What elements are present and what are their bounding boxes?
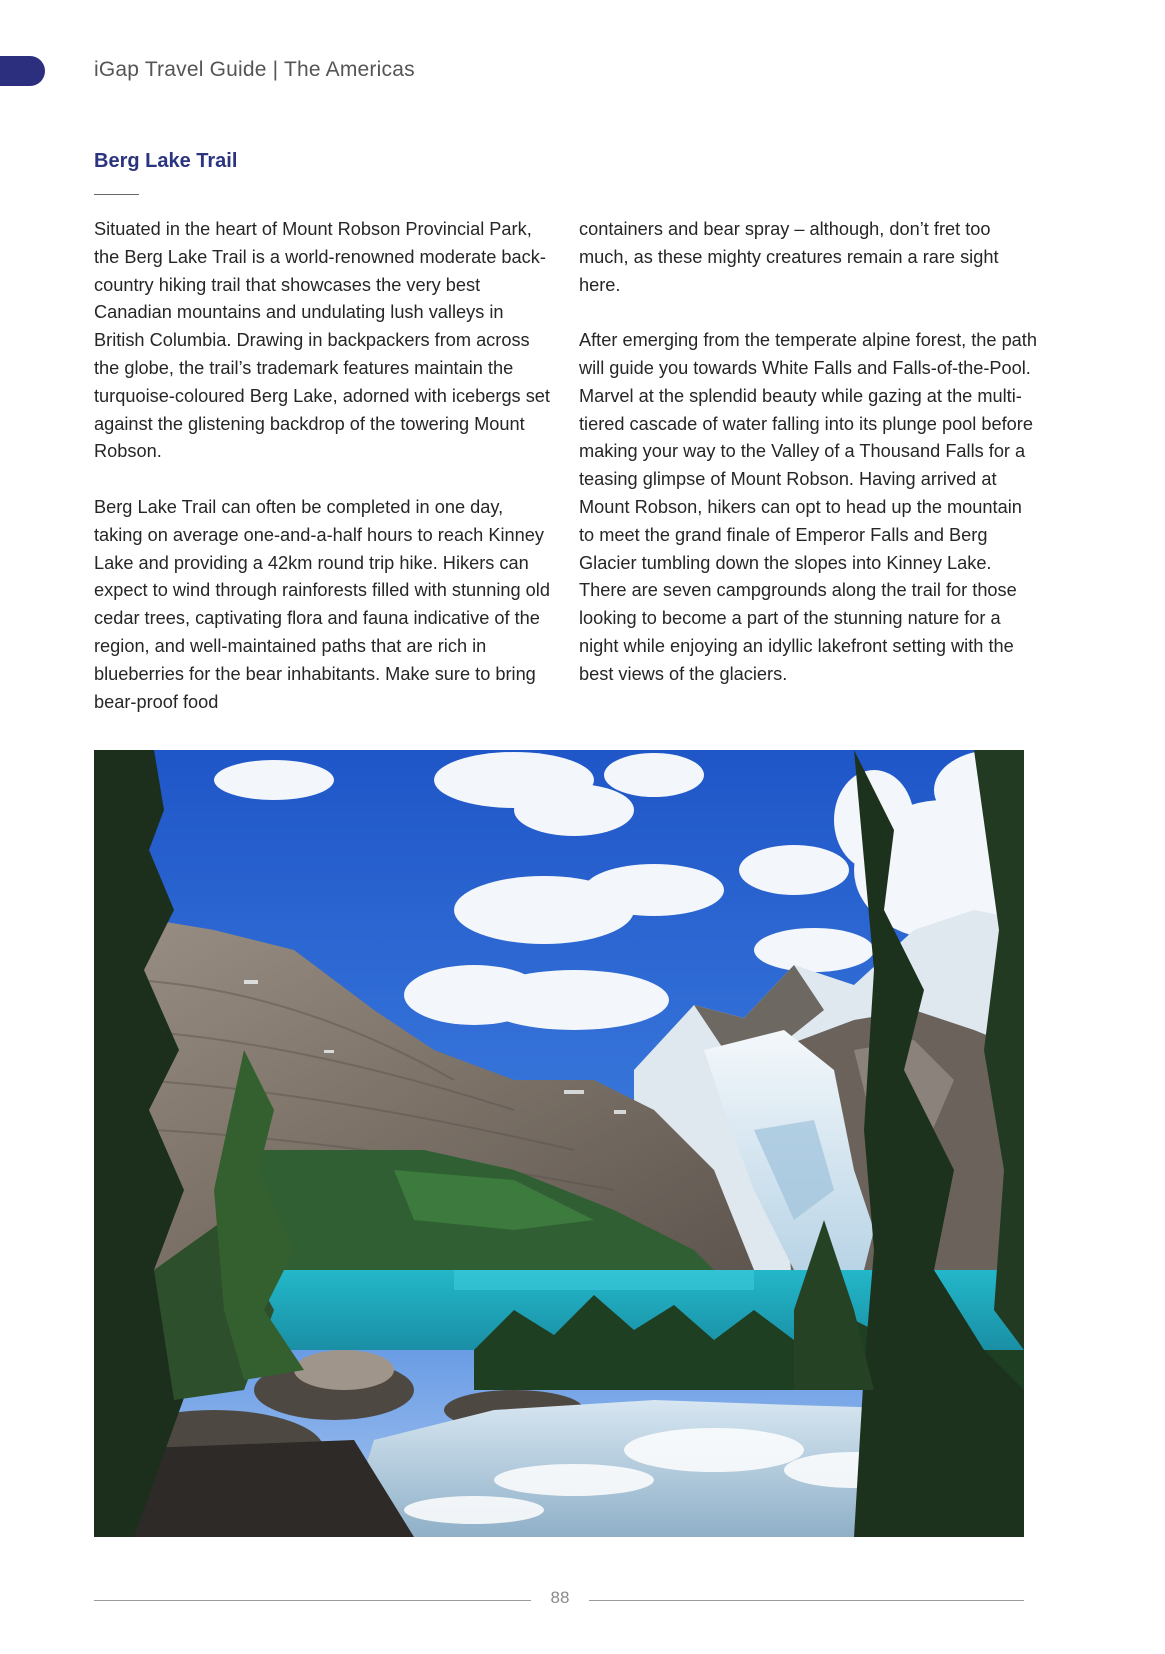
paragraph: Situated in the heart of Mount Robson Provincial Park, the Berg Lake Trail is a world-renowned moderate back-country hiking trail that showcases the very best Canadian mountains and undulating lush valleys in British Columbia. Drawing in backpackers from across the globe, the trail’s trademark features maintain the turquoise-coloured Berg Lake, adorned with icebergs set against the glistening backdrop of the towering Mount Robson. (94, 219, 550, 462)
footer-rule-left (94, 1600, 531, 1601)
paragraph: After emerging from the temperate alpine forest, the path will guide you towards White Falls and Falls-of-the-Pool. Marvel at the splendid beauty while gazing at the multi-tiered cascade of water falling into its plunge pool before making your way to the Valley of a Thousand Falls for a teasing glimpse of Mount Robson. Having arrived at Mount Robson, hikers can opt to head up the mountain to meet the grand finale of Emperor Falls and Berg Glacier tumbling down the slopes into Kinney Lake. There are seven campgrounds along the trail for those looking to become a part of the stunning nature for a night while enjoying an idyllic lakefront setting with the best views of the glaciers. (579, 330, 1037, 684)
paragraph: Berg Lake Trail can often be completed in one day, taking on average one-and-a-half hours to reach Kinney Lake and providing a 42km round trip hike. Hikers can expect to wind through rainforests filled with stunning old cedar trees, captivating flora and fauna indicative of the region, and well-maintained paths that are rich in blueberries for the bear inhabitants. Make sure to bring bear-proof food (94, 496, 550, 712)
text-column-right (579, 216, 1041, 716)
section-title: Berg Lake Trail (94, 150, 238, 172)
berg-lake-photo (94, 750, 1024, 1537)
text-column-left (94, 216, 556, 744)
footer-rule-right (589, 1600, 1024, 1601)
title-underline (94, 194, 139, 195)
header-tab-marker (0, 56, 45, 86)
page-number: 88 (550, 1588, 570, 1607)
paragraph: containers and bear spray – although, don’t fret too much, as these mighty creatures remain a rare sight here. (579, 219, 999, 295)
running-header: iGap Travel Guide | The Americas (94, 58, 415, 81)
